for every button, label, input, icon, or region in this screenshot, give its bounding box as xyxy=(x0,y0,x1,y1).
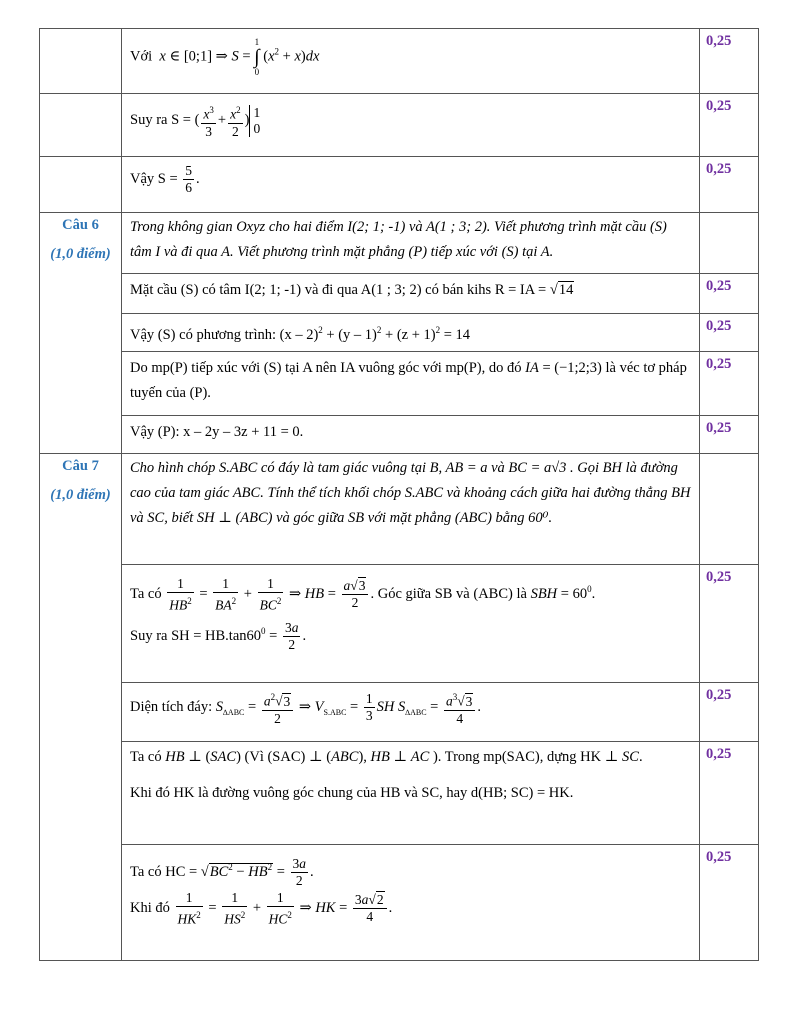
score-value: 0,25 xyxy=(706,318,732,334)
solution-cell: Vậy (P): x – 2y – 3z + 11 = 0. xyxy=(122,416,700,454)
solution-cell: Vậy (S) có phương trình: $(x - 2)^2 + (y - 1)^2 + (z + 1)^2 = 14$ xyxy=(122,314,700,352)
table-row xyxy=(40,94,759,157)
solution-cell: Với x ∈ [0;1] ⇒ S = 1 ∫ 0 $(x^2 + x)dx$ xyxy=(122,29,700,94)
solution-cell: Ta có $\frac{1}{HB^2}$ = $\frac{1}{BA^2}$ + $\frac{1}{BC^2}$ ⇒ HB = $\frac{a√3}{2}$ . Góc giữa SB và (ABC) là SBH = $60^0$. Suy ra SH = $HB.\tan 60^0$ = $\frac{3a}{2}$ . xyxy=(122,565,700,683)
question-label-cell xyxy=(40,213,122,454)
table-row xyxy=(40,274,759,314)
table-row xyxy=(40,213,759,274)
table-row xyxy=(40,314,759,352)
table-row xyxy=(40,565,759,683)
score-value: 0,25 xyxy=(706,420,732,436)
question-prompt: Cho hình chóp S.ABC có đáy là tam giác vuông tại B, AB = a và BC = a√3 . Gọi BH là đường cao của tam giác ABC. Tính thể tích khối chóp S.ABC và khoảng cách giữa hai đường thẳng BH và SC, biết SH ⊥ (ABC) và góc giữa SB với mặt phẳng (ABC) bằng 60⁰. xyxy=(122,454,700,565)
question-label-cell xyxy=(40,454,122,961)
score-value: 0,25 xyxy=(706,687,732,703)
table-row xyxy=(40,416,759,454)
table-row xyxy=(40,454,759,565)
solution-cell: Diện tích đáy: $S_{\Delta ABC}$ = $\frac{a^2√3}{2}$ ⇒ $V_{S.ABC}$ = $\frac{1}{3}$ SH $S_{\Delta ABC}$ = $\frac{a^3√3}{4}$ . xyxy=(122,683,700,742)
table-row xyxy=(40,742,759,845)
score-cell xyxy=(700,29,759,94)
solution-cell: Vậy S = $\frac{5}{6}$ . xyxy=(122,157,700,213)
question-cell xyxy=(40,29,122,94)
solution-cell: Suy ra S = ( $\frac{x^3}{3}$ + $\frac{x^2}{2}$ ) 1 0 xyxy=(122,94,700,157)
score-value: 0,25 xyxy=(706,98,732,114)
score-value: 0,25 xyxy=(706,33,732,49)
solution-cell: Mặt cầu (S) có tâm I(2; 1; -1) và đi qua A(1 ; 3; 2) có bán kihs R = IA = √14 xyxy=(122,274,700,314)
score-value: 0,25 xyxy=(706,278,732,294)
solution-cell: Ta có HC = $√BC^2 - HB^2$ = $\frac{3a}{2}$ . Khi đó $\frac{1}{HK^2}$ = $\frac{1}{HS^2}$ + $\frac{1}{HC^2}$ ⇒ HK = $\frac{3a√2}{4}$ . xyxy=(122,845,700,961)
question-prompt: Trong không gian Oxyz cho hai điểm I(2; 1; -1) và A(1 ; 3; 2). Viết phương trình mặt cầu (S) tâm I và đi qua A. Viết phương trình mặt phẳng (P) tiếp xúc với (S) tại A. xyxy=(122,213,700,274)
score-value: 0,25 xyxy=(706,849,732,865)
score-value: 0,25 xyxy=(706,746,732,762)
question-number: Câu 6 xyxy=(62,217,99,233)
question-points: (1,0 điểm) xyxy=(50,487,111,503)
answer-table xyxy=(39,28,759,961)
table-row xyxy=(40,683,759,742)
solution-cell: Do mp(P) tiếp xúc với (S) tại A nên IA vuông góc với mp(P), do đó IA = (−1;2;3) là véc tơ pháp tuyến của (P). xyxy=(122,352,700,416)
table-row xyxy=(40,29,759,94)
question-number: Câu 7 xyxy=(62,458,99,474)
score-value: 0,25 xyxy=(706,569,732,585)
score-value: 0,25 xyxy=(706,356,732,372)
question-points: (1,0 điểm) xyxy=(50,246,111,262)
table-row xyxy=(40,352,759,416)
table-row xyxy=(40,157,759,213)
table-row xyxy=(40,845,759,961)
solution-cell: Ta có HB ⊥ (SAC) (Vì (SAC) ⊥ (ABC), HB ⊥ AC ). Trong mp(SAC), dựng HK ⊥ SC. Khi đó HK là đường vuông góc chung của HB và SC, hay d(HB; SC) = HK. xyxy=(122,742,700,845)
score-value: 0,25 xyxy=(706,161,732,177)
